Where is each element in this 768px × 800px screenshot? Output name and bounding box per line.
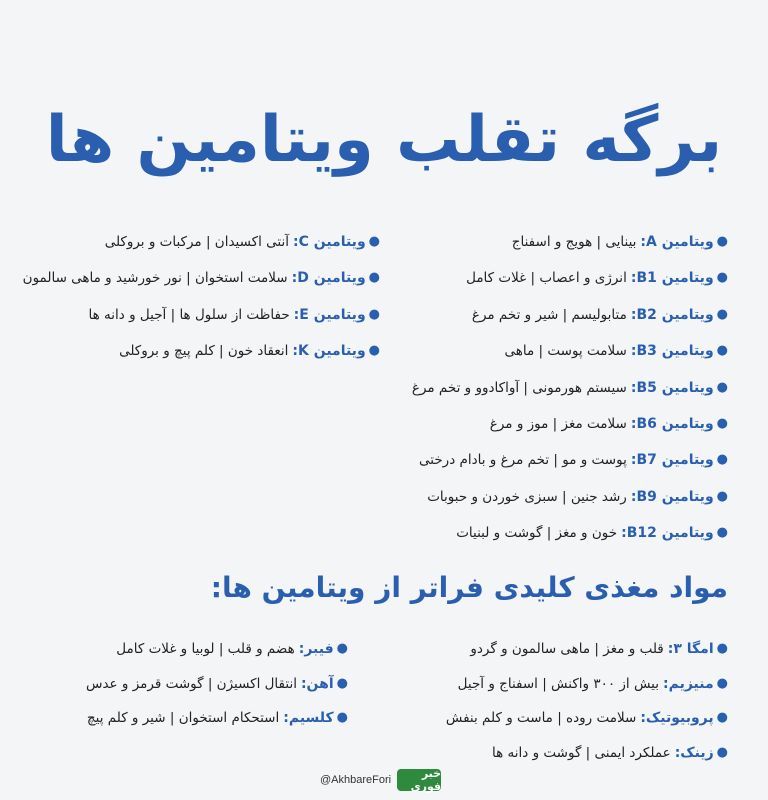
item-key: ویتامین C: [292, 234, 366, 250]
item-key: ویتامین A: [640, 234, 714, 250]
list-item [388, 736, 728, 771]
item-desc: انعقاد خون | کلم پیچ و بروکلی [119, 343, 289, 360]
item-desc: بینایی | هویج و اسفناج [511, 234, 637, 250]
item-desc: انتقال اکسیژن | گوشت قرمز و عدس [85, 675, 297, 692]
item-key: امگا ۳: [667, 641, 714, 657]
item-key: ویتامین B2: [630, 306, 714, 323]
bullet-icon: ● [716, 452, 728, 468]
item-key: ویتامین B9: [630, 488, 714, 505]
list-item [10, 260, 380, 296]
item-desc: هضم و قلب | لوبیا و غلات کامل [116, 641, 295, 657]
item-desc: انرژی و اعصاب | غلات کامل [466, 270, 627, 287]
page-title: برگه تقلب ویتامین ها [45, 103, 723, 177]
item-key: زینک: [674, 744, 714, 761]
list-item [28, 701, 348, 736]
list-item [368, 370, 728, 406]
bullet-icon: ● [716, 488, 728, 504]
bullet-icon: ● [716, 525, 728, 541]
bullet-icon: ● [716, 675, 728, 691]
list-item [368, 406, 728, 442]
item-desc: سلامت پوست | ماهی [504, 343, 627, 360]
list-item [28, 667, 348, 702]
bullet-icon: ● [716, 415, 728, 431]
item-key: ویتامین B3: [630, 343, 714, 360]
item-desc: آنتی اکسیدان | مرکبات و بروکلی [104, 234, 289, 250]
item-key: ویتامین B6: [630, 415, 714, 432]
item-key: پروبیوتیک: [640, 710, 714, 726]
nutrient-list-right [388, 632, 728, 770]
social-handle[interactable]: @AkhbareFori [320, 774, 392, 786]
list-item [388, 667, 728, 702]
bullet-icon: ● [336, 710, 348, 725]
bullet-icon: ● [368, 234, 380, 249]
list-item [10, 224, 380, 260]
item-key: ویتامین D: [291, 270, 366, 287]
bullet-icon: ● [716, 641, 728, 656]
bullet-icon: ● [716, 343, 728, 359]
bullet-icon: ● [368, 343, 380, 359]
list-item [28, 632, 348, 667]
bullet-icon: ● [716, 379, 728, 395]
item-key: آهن: [300, 675, 334, 692]
item-key: ویتامین K: [292, 343, 366, 360]
bullet-icon: ● [336, 675, 348, 691]
list-item [388, 632, 728, 667]
bullet-icon: ● [716, 744, 728, 760]
item-desc: سلامت استخوان | نور خورشید و ماهی سالمون [22, 270, 288, 287]
item-desc: متابولیسم | شیر و تخم مرغ [471, 306, 627, 323]
item-key: منیزیم: [663, 675, 714, 692]
list-item [10, 333, 380, 369]
item-desc: سلامت مغز | موز و مرغ [489, 415, 627, 432]
bullet-icon: ● [716, 270, 728, 286]
section-subtitle: مواد مغذی کلیدی فراتر از ویتامین ها: [210, 571, 728, 604]
bullet-icon: ● [716, 306, 728, 322]
list-item [368, 224, 728, 260]
bullet-icon: ● [368, 306, 380, 322]
item-key: کلسیم: [283, 710, 334, 726]
vitamin-list-right [368, 224, 728, 552]
item-desc: بیش از ۳۰۰ واکنش | اسفناج و آجیل [457, 675, 660, 692]
bullet-icon: ● [336, 641, 348, 656]
item-desc: سلامت روده | ماست و کلم بنفش [445, 710, 637, 726]
item-desc: سیستم هورمونی | آواکادوو و تخم مرغ [411, 379, 627, 396]
item-key: ویتامین B1: [630, 270, 714, 287]
list-item [368, 515, 728, 551]
footer [320, 768, 441, 792]
item-desc: عملکرد ایمنی | گوشت و دانه ها [492, 744, 671, 761]
vitamin-list-left [10, 224, 380, 370]
item-desc: پوست و مو | تخم مرغ و بادام درختی [419, 452, 627, 469]
list-item [368, 333, 728, 369]
item-desc: حفاظت از سلول ها | آجیل و دانه ها [88, 306, 290, 323]
list-item [368, 479, 728, 515]
item-desc: استحکام استخوان | شیر و کلم پیچ [86, 710, 280, 726]
item-key: فیبر: [298, 641, 334, 657]
bullet-icon: ● [716, 234, 728, 249]
item-key: ویتامین B5: [630, 379, 714, 396]
item-desc: قلب و مغز | ماهی سالمون و گردو [470, 641, 664, 657]
item-key: ویتامین E: [293, 306, 366, 323]
nutrient-list-left [28, 632, 348, 736]
bullet-icon: ● [716, 710, 728, 725]
item-key: ویتامین B7: [630, 452, 714, 469]
list-item [10, 297, 380, 333]
brand-logo: خبر فوری [397, 769, 441, 791]
item-desc: خون و مغز | گوشت و لبنیات [456, 525, 618, 542]
list-item [368, 442, 728, 478]
list-item [368, 260, 728, 296]
list-item [368, 297, 728, 333]
bullet-icon: ● [368, 270, 380, 286]
list-item [388, 701, 728, 736]
item-key: ویتامین B12: [621, 525, 714, 542]
item-desc: رشد جنین | سبزی خوردن و حبوبات [427, 488, 627, 505]
